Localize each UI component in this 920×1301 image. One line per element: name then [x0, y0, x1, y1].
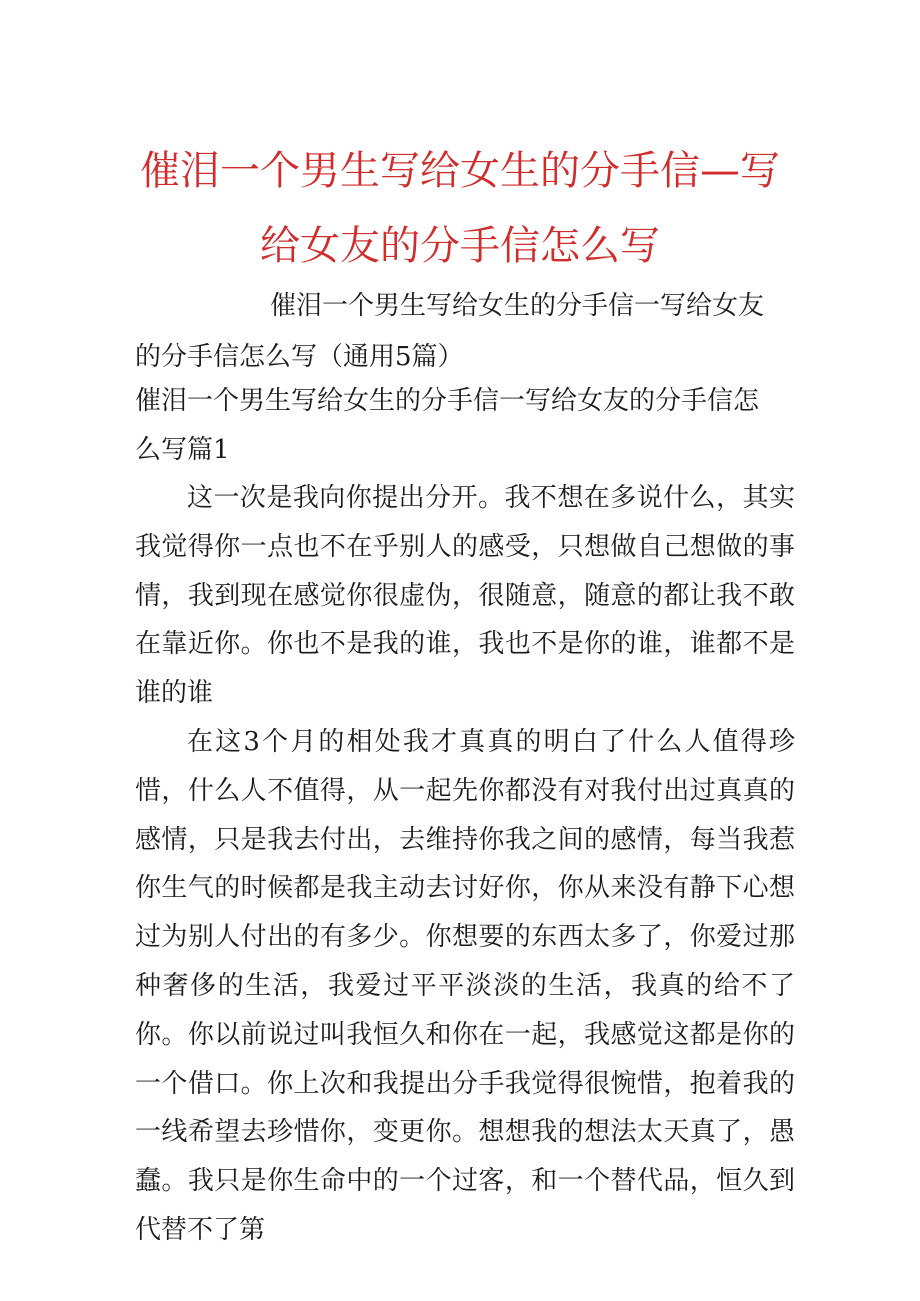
paragraph-1: 这一次是我向你提出分开。我不想在多说什么，其实我觉得你一点也不在乎别人的感受，只想做自己想做的事情，我到现在感觉你很虚伪，很随意，随意的都让我不敢在靠近你。你也不是我的谁，我也不是你的谁，谁都不是谁的谁 — [135, 483, 795, 709]
document-title-line1: 催泪一个男生写给女生的分手信—写 — [140, 148, 780, 194]
paragraph-2: 在这3个月的相处我才真真的明白了什么人值得珍惜，什么人不值得，从一起先你都没有对我付出过真真的感情，只是我去付出，去维持你我之间的感情，每当我惹你生气的时候都是我主动去讨好你，你从来没有静下心想过为别人付出的有多少。你想要的东西太多了，你爱过那种奢侈的生活，我爱过平平淡淡的生活，我真的给不了你。你以前说过叫我恒久和你在一起，我感觉这都是你的一个借口。你上次和我提出分手我觉得很惋惜，抱着我的一线希望去珍惜你，变更你。想想我的想法太天真了，愚蠢。我只是你生命中的一个过客，和一个替代品，恒久到代替不了第 — [135, 727, 795, 1245]
document-subtitle-line1: 催泪一个男生写给女生的分手信一写给女友 — [270, 291, 765, 321]
section-heading-line1: 催泪一个男生写给女生的分手信一写给女友的分手信怎 — [135, 386, 760, 416]
document-subtitle-line2: 的分手信怎么写（通用5篇） — [135, 342, 464, 372]
document-title-line2: 给女友的分手信怎么写 — [260, 223, 660, 269]
section-heading-line2: 么写篇1 — [135, 435, 230, 465]
